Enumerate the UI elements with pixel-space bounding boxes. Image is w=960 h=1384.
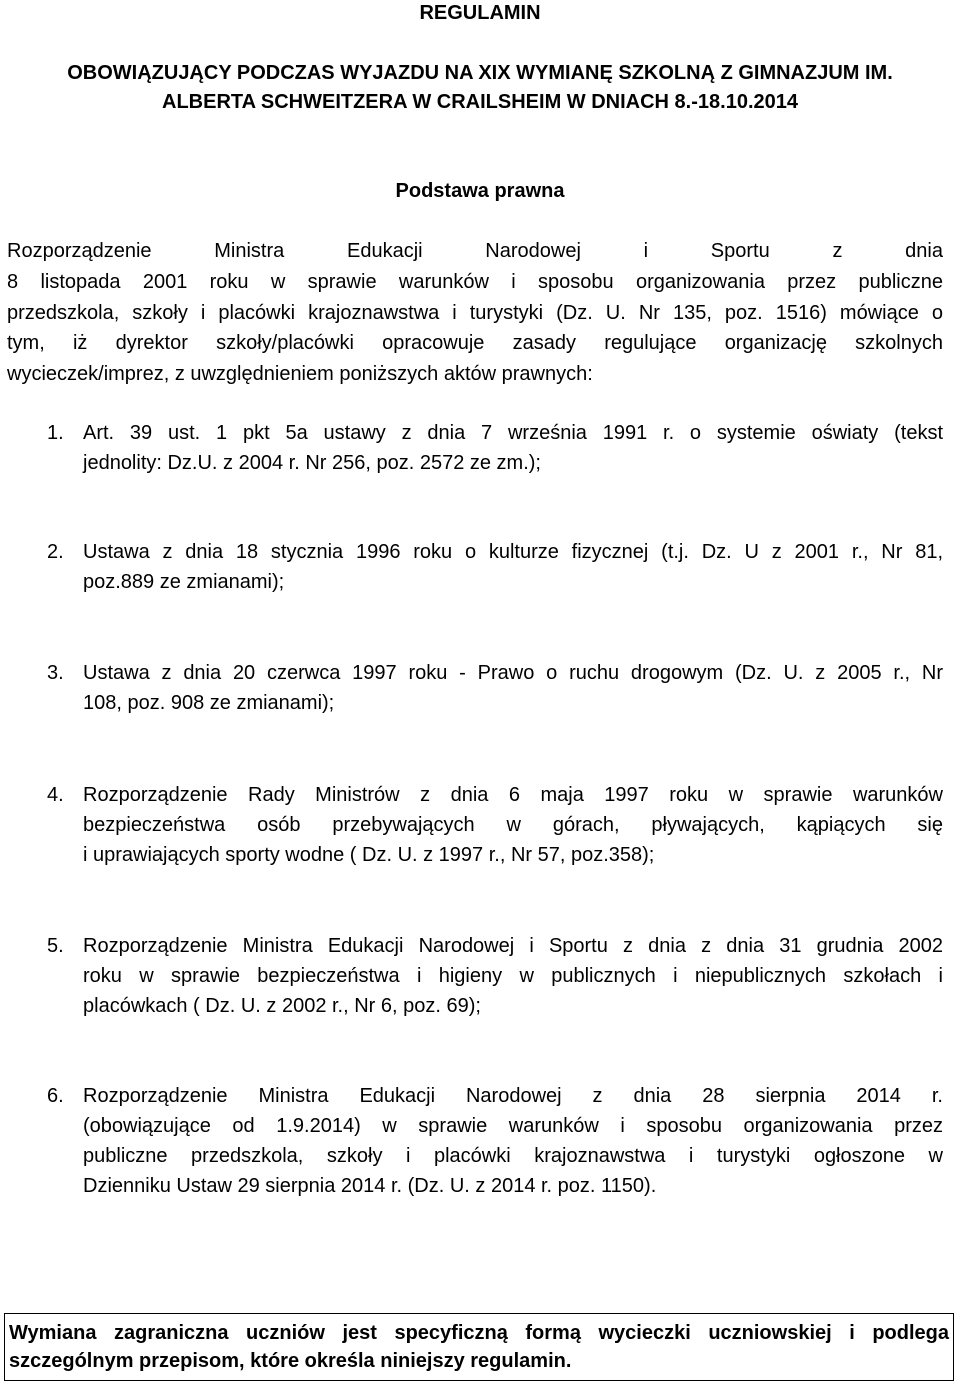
intro-line: przedszkola, szkoły i placówki krajoznawstwa i turystyki (Dz. U. Nr 135, poz. 1516) mówiące o bbox=[7, 301, 943, 324]
list-item-text bbox=[83, 931, 943, 1021]
intro-line: Rozporządzenie Ministra Edukacji Narodowej i Sportu z dnia bbox=[7, 240, 943, 262]
list-item-line: Rozporządzenie Ministra Edukacji Narodowej i Sportu z dnia z dnia 31 grudnia 2002 bbox=[83, 935, 943, 957]
list-item-line: placówkach ( Dz. U. z 2002 r., Nr 6, poz. 69); bbox=[83, 995, 481, 1017]
notice-line: Wymiana zagraniczna uczniów jest specyficzną formą wycieczki uczniowskiej i podlega bbox=[9, 1322, 949, 1344]
list-item-line: roku w sprawie bezpieczeństwa i higieny w publicznych i niepublicznych szkołach i bbox=[83, 965, 943, 987]
document-subtitle-line-2: ALBERTA SCHWEITZERA W CRAILSHEIM W DNIACH 8.-18.10.2014 bbox=[162, 91, 798, 113]
list-number: 6. bbox=[47, 1085, 64, 1107]
intro-line: 8 listopada 2001 roku w sprawie warunków i sposobu organizowania przez publiczne bbox=[7, 270, 943, 293]
list-item-line: Rozporządzenie Rady Ministrów z dnia 6 maja 1997 roku w sprawie warunków bbox=[83, 784, 943, 806]
intro-paragraph bbox=[7, 236, 943, 390]
list-item-line: 108, poz. 908 ze zmianami); bbox=[83, 692, 335, 714]
list-item-line: bezpieczeństwa osób przebywających w górach, pływających, kąpiących się bbox=[83, 814, 943, 836]
notice-text bbox=[9, 1319, 949, 1375]
intro-line: wycieczek/imprez, z uwzględnieniem poniższych aktów prawnych: bbox=[7, 363, 593, 386]
list-item-text bbox=[83, 780, 943, 870]
list-item-line: i uprawiających sporty wodne ( Dz. U. z 1997 r., Nr 57, poz.358); bbox=[83, 844, 655, 866]
list-item-line: (obowiązujące od 1.9.2014) w sprawie warunków i sposobu organizowania przez bbox=[83, 1115, 943, 1137]
list-item-line: Ustawa z dnia 18 stycznia 1996 roku o kulturze fizycznej (t.j. Dz. U z 2001 r., Nr 81, bbox=[83, 541, 943, 563]
list-number: 4. bbox=[47, 784, 64, 806]
list-item-line: publiczne przedszkola, szkoły i placówki krajoznawstwa i turystyki ogłoszone w bbox=[83, 1145, 943, 1167]
list-number: 5. bbox=[47, 935, 64, 957]
list-item-text bbox=[83, 537, 943, 597]
list-item-line: Ustawa z dnia 20 czerwca 1997 roku - Prawo o ruchu drogowym (Dz. U. z 2005 r., Nr bbox=[83, 662, 943, 684]
list-number: 1. bbox=[47, 422, 64, 444]
list-item-text bbox=[83, 658, 943, 718]
list-item-line: Rozporządzenie Ministra Edukacji Narodowej z dnia 28 sierpnia 2014 r. bbox=[83, 1085, 943, 1107]
list-number: 2. bbox=[47, 541, 64, 563]
list-item-line: poz.889 ze zmianami); bbox=[83, 571, 285, 593]
list-item-line: jednolity: Dz.U. z 2004 r. Nr 256, poz. 2572 ze zm.); bbox=[83, 452, 541, 474]
document-subtitle-line-1: OBOWIĄZUJĄCY PODCZAS WYJAZDU NA XIX WYMIANĘ SZKOLNĄ Z GIMNAZJUM IM. bbox=[67, 62, 893, 84]
list-item-text bbox=[83, 1081, 943, 1201]
notice-box bbox=[4, 1313, 954, 1381]
notice-line: szczególnym przepisom, które określa niniejszy regulamin. bbox=[9, 1350, 572, 1372]
list-item-line: Art. 39 ust. 1 pkt 5a ustawy z dnia 7 września 1991 r. o systemie oświaty (tekst bbox=[83, 422, 943, 444]
list-item-text bbox=[83, 418, 943, 478]
intro-line: tym, iż dyrektor szkoły/placówki opracowuje zasady regulujące organizację szkolnych bbox=[7, 332, 943, 355]
list-number: 3. bbox=[47, 662, 64, 684]
document-title: REGULAMIN bbox=[419, 2, 541, 24]
section-heading: Podstawa prawna bbox=[395, 180, 565, 202]
list-item-line: Dzienniku Ustaw 29 sierpnia 2014 r. (Dz. U. z 2014 r. poz. 1150). bbox=[83, 1175, 657, 1197]
